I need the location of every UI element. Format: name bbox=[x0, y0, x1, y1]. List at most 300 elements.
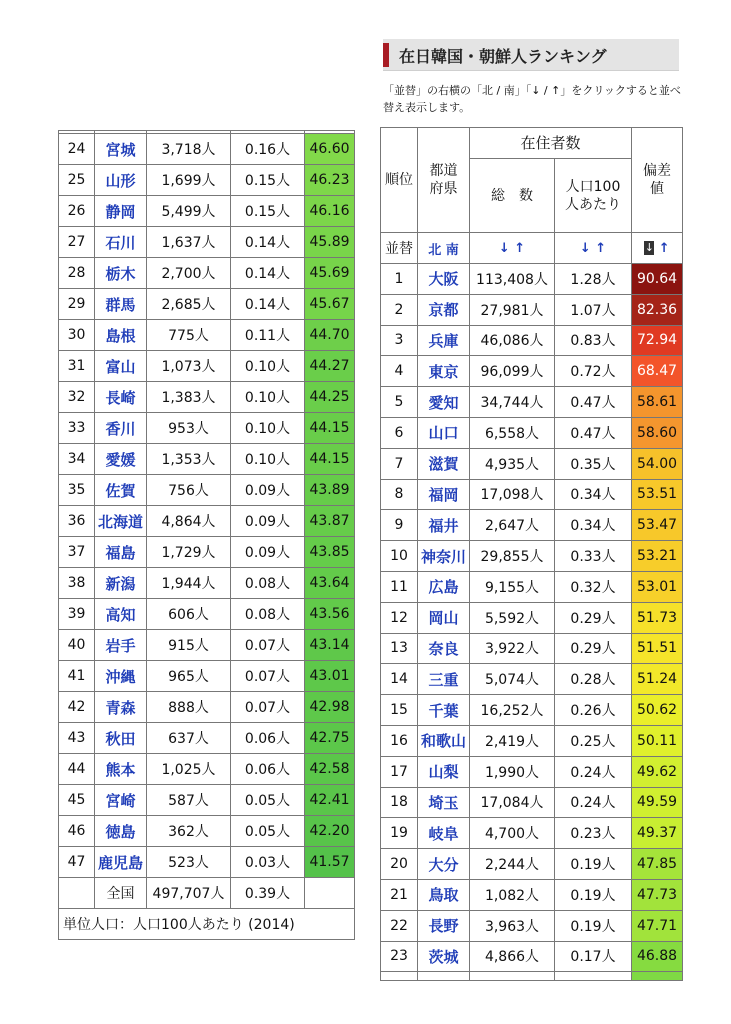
deviation-cell: 43.89 bbox=[305, 475, 355, 506]
table-row bbox=[59, 444, 355, 475]
total-cell: 1,944人 bbox=[147, 568, 231, 599]
per100-cell: 0.34人 bbox=[555, 479, 632, 510]
sort-total-cell bbox=[470, 233, 555, 264]
deviation-cell: 43.85 bbox=[305, 537, 355, 568]
total-cell: 34,744人 bbox=[470, 387, 555, 418]
sort-up-link[interactable]: ↑ bbox=[658, 241, 670, 256]
total-cell: 1,990人 bbox=[470, 756, 555, 787]
prefecture-link[interactable]: 香川 bbox=[95, 413, 147, 444]
prefecture-link[interactable]: 愛媛 bbox=[95, 444, 147, 475]
sort-label: 並替 bbox=[381, 233, 418, 264]
total-cell: 1,637人 bbox=[147, 227, 231, 258]
total-cell: 113,408人 bbox=[470, 264, 555, 295]
total-cell: 17,084人 bbox=[470, 787, 555, 818]
rank-cell: 42 bbox=[59, 692, 95, 723]
total-cell: 587人 bbox=[147, 785, 231, 816]
table-row bbox=[59, 475, 355, 506]
per100-cell: 0.47人 bbox=[555, 387, 632, 418]
table-row bbox=[381, 818, 683, 849]
table-row bbox=[59, 816, 355, 847]
prefecture-link[interactable]: 山形 bbox=[95, 165, 147, 196]
total-cell: 17,098人 bbox=[470, 479, 555, 510]
deviation-cell: 49.62 bbox=[632, 756, 683, 787]
rank-cell: 30 bbox=[59, 320, 95, 351]
sort-row bbox=[381, 233, 683, 264]
deviation-header: 偏差値 bbox=[632, 128, 683, 233]
table-row bbox=[59, 785, 355, 816]
per100-cell: 0.24人 bbox=[555, 756, 632, 787]
rank-cell: 37 bbox=[59, 537, 95, 568]
per100-cell: 0.25人 bbox=[555, 725, 632, 756]
prefecture-link[interactable]: 兵庫 bbox=[418, 325, 470, 356]
prefecture-link[interactable]: 大分 bbox=[418, 849, 470, 880]
rank-cell: 40 bbox=[59, 630, 95, 661]
deviation-cell: 49.37 bbox=[632, 818, 683, 849]
deviation-cell: 53.21 bbox=[632, 541, 683, 572]
deviation-cell: 82.36 bbox=[632, 294, 683, 325]
per100-cell: 0.09人 bbox=[231, 475, 305, 506]
per100-cell: 0.35人 bbox=[555, 448, 632, 479]
prefecture-link[interactable]: 茨城 bbox=[418, 941, 470, 972]
prefecture-link[interactable]: 群馬 bbox=[95, 289, 147, 320]
rank-cell: 31 bbox=[59, 351, 95, 382]
unit-note-row bbox=[59, 909, 355, 940]
table-row bbox=[381, 664, 683, 695]
per100-cell: 0.10人 bbox=[231, 382, 305, 413]
table-row bbox=[381, 941, 683, 972]
total-cell: 5,074人 bbox=[470, 664, 555, 695]
total-cell: 46,086人 bbox=[470, 325, 555, 356]
rank-cell: 41 bbox=[59, 661, 95, 692]
national-total-row bbox=[59, 878, 355, 909]
page-title: 在日韓国・朝鮮人ランキング bbox=[399, 47, 607, 66]
prefecture-link[interactable]: 沖縄 bbox=[95, 661, 147, 692]
rank-cell: 33 bbox=[59, 413, 95, 444]
deviation-cell: 53.01 bbox=[632, 571, 683, 602]
table-row bbox=[59, 599, 355, 630]
deviation-cell: 46.88 bbox=[632, 941, 683, 972]
prefecture-link[interactable]: 岡山 bbox=[418, 602, 470, 633]
prefecture-link[interactable]: 熊本 bbox=[95, 754, 147, 785]
rank-cell: 47 bbox=[59, 847, 95, 878]
prefecture-link[interactable]: 三重 bbox=[418, 664, 470, 695]
table-row bbox=[381, 294, 683, 325]
per100-cell: 0.10人 bbox=[231, 351, 305, 382]
deviation-cell: 43.87 bbox=[305, 506, 355, 537]
table-row bbox=[59, 351, 355, 382]
prefecture-link[interactable]: 福井 bbox=[418, 510, 470, 541]
title-accent-mark bbox=[383, 43, 389, 67]
total-cell: 4,700人 bbox=[470, 818, 555, 849]
table-row bbox=[381, 448, 683, 479]
total-cell: 1,082人 bbox=[470, 879, 555, 910]
rank-cell: 34 bbox=[59, 444, 95, 475]
per100-cell: 0.09人 bbox=[231, 537, 305, 568]
deviation-cell: 51.24 bbox=[632, 664, 683, 695]
per100-cell: 0.34人 bbox=[555, 510, 632, 541]
deviation-cell: 49.59 bbox=[632, 787, 683, 818]
sort-total-arrows[interactable]: ↓ ↑ bbox=[498, 241, 526, 256]
table-row bbox=[59, 506, 355, 537]
deviation-cell: 50.11 bbox=[632, 725, 683, 756]
table-row bbox=[59, 630, 355, 661]
table-row bbox=[381, 756, 683, 787]
deviation-cell: 44.15 bbox=[305, 444, 355, 475]
total-cell: 362人 bbox=[147, 816, 231, 847]
table-row bbox=[59, 134, 355, 165]
rank-cell: 10 bbox=[381, 541, 418, 572]
per100-cell: 0.15人 bbox=[231, 165, 305, 196]
total-cell: 2,419人 bbox=[470, 725, 555, 756]
prefecture-link[interactable]: 和歌山 bbox=[418, 725, 470, 756]
prefecture-link[interactable]: 東京 bbox=[418, 356, 470, 387]
prefecture-link[interactable]: 福岡 bbox=[418, 479, 470, 510]
table-row bbox=[381, 910, 683, 941]
total-cell: 965人 bbox=[147, 661, 231, 692]
table-row bbox=[381, 387, 683, 418]
table-row bbox=[381, 417, 683, 448]
residents-group-header: 在住者数 bbox=[470, 128, 632, 159]
total-cell: 1,383人 bbox=[147, 382, 231, 413]
total-cell: 4,864人 bbox=[147, 506, 231, 537]
deviation-cell: 46.60 bbox=[305, 134, 355, 165]
table-row bbox=[381, 695, 683, 726]
table-row bbox=[381, 479, 683, 510]
prefecture-link[interactable]: 石川 bbox=[95, 227, 147, 258]
deviation-cell: 72.94 bbox=[632, 325, 683, 356]
total-cell: 606人 bbox=[147, 599, 231, 630]
rank-cell: 16 bbox=[381, 725, 418, 756]
table-row bbox=[381, 541, 683, 572]
table-row bbox=[59, 227, 355, 258]
total-cell: 1,699人 bbox=[147, 165, 231, 196]
table-row bbox=[59, 196, 355, 227]
prefecture-link[interactable]: 秋田 bbox=[95, 723, 147, 754]
per100-cell: 0.28人 bbox=[555, 664, 632, 695]
table-row bbox=[59, 723, 355, 754]
table-row bbox=[381, 633, 683, 664]
per100-cell: 0.14人 bbox=[231, 258, 305, 289]
deviation-cell: 58.60 bbox=[632, 417, 683, 448]
total-cell: 16,252人 bbox=[470, 695, 555, 726]
sort-north-link[interactable]: 北 bbox=[428, 242, 442, 258]
deviation-cell: 47.73 bbox=[632, 879, 683, 910]
rank-cell: 25 bbox=[59, 165, 95, 196]
rank-cell: 23 bbox=[381, 941, 418, 972]
per100-cell: 0.08人 bbox=[231, 599, 305, 630]
total-cell: 1,729人 bbox=[147, 537, 231, 568]
deviation-cell: 46.16 bbox=[305, 196, 355, 227]
rank-cell: 29 bbox=[59, 289, 95, 320]
deviation-cell: 43.14 bbox=[305, 630, 355, 661]
prefecture-link[interactable]: 徳島 bbox=[95, 816, 147, 847]
rank-cell: 35 bbox=[59, 475, 95, 506]
per100-cell: 0.07人 bbox=[231, 661, 305, 692]
per100-cell: 0.05人 bbox=[231, 785, 305, 816]
deviation-cell: 90.64 bbox=[632, 264, 683, 295]
prefecture-link[interactable]: 新潟 bbox=[95, 568, 147, 599]
prefecture-link[interactable]: 京都 bbox=[418, 294, 470, 325]
ranking-table bbox=[380, 127, 683, 981]
total-cell: 29,855人 bbox=[470, 541, 555, 572]
rank-cell: 22 bbox=[381, 910, 418, 941]
total-cell: 888人 bbox=[147, 692, 231, 723]
per100-cell: 0.29人 bbox=[555, 602, 632, 633]
prefecture-link[interactable]: 青森 bbox=[95, 692, 147, 723]
rank-cell: 21 bbox=[381, 879, 418, 910]
total-cell: 9,155人 bbox=[470, 571, 555, 602]
rank-cell: 8 bbox=[381, 479, 418, 510]
rank-cell: 32 bbox=[59, 382, 95, 413]
prefecture-link[interactable]: 千葉 bbox=[418, 695, 470, 726]
prefecture-link[interactable]: 富山 bbox=[95, 351, 147, 382]
total-cell: 3,922人 bbox=[470, 633, 555, 664]
prefecture-link[interactable]: 神奈川 bbox=[418, 541, 470, 572]
prefecture-link[interactable]: 宮崎 bbox=[95, 785, 147, 816]
deviation-cell: 42.20 bbox=[305, 816, 355, 847]
prefecture-link[interactable]: 北海道 bbox=[95, 506, 147, 537]
table-row bbox=[381, 264, 683, 295]
total-cell: 4,935人 bbox=[470, 448, 555, 479]
prefecture-link[interactable]: 岐阜 bbox=[418, 818, 470, 849]
per100-cell: 0.19人 bbox=[555, 910, 632, 941]
total-cell: 5,499人 bbox=[147, 196, 231, 227]
table-row bbox=[59, 382, 355, 413]
per100-cell: 0.14人 bbox=[231, 289, 305, 320]
table-row bbox=[381, 602, 683, 633]
per100-cell: 0.26人 bbox=[555, 695, 632, 726]
total-cell: 2,685人 bbox=[147, 289, 231, 320]
rank-cell: 20 bbox=[381, 849, 418, 880]
prefecture-link[interactable]: 島根 bbox=[95, 320, 147, 351]
total-cell: 3,718人 bbox=[147, 134, 231, 165]
deviation-cell: 42.41 bbox=[305, 785, 355, 816]
table-row bbox=[381, 787, 683, 818]
rank-cell: 19 bbox=[381, 818, 418, 849]
per100-cell: 0.83人 bbox=[555, 325, 632, 356]
per100-cell: 0.14人 bbox=[231, 227, 305, 258]
per100-cell: 0.16人 bbox=[231, 134, 305, 165]
pref-header: 都道府県 bbox=[418, 128, 470, 233]
prefecture-link[interactable]: 愛知 bbox=[418, 387, 470, 418]
deviation-cell: 44.27 bbox=[305, 351, 355, 382]
prefecture-link[interactable]: 岩手 bbox=[95, 630, 147, 661]
sort-per100-arrows[interactable]: ↓ ↑ bbox=[579, 241, 607, 256]
rank-cell: 39 bbox=[59, 599, 95, 630]
total-cell: 2,244人 bbox=[470, 849, 555, 880]
prefecture-link[interactable]: 高知 bbox=[95, 599, 147, 630]
deviation-cell: 53.51 bbox=[632, 479, 683, 510]
table-row bbox=[381, 356, 683, 387]
sort-pref-cell bbox=[418, 233, 470, 264]
total-cell: 5,592人 bbox=[470, 602, 555, 633]
total-cell: 4,866人 bbox=[470, 941, 555, 972]
total-cell: 3,963人 bbox=[470, 910, 555, 941]
deviation-cell: 44.15 bbox=[305, 413, 355, 444]
rank-cell: 46 bbox=[59, 816, 95, 847]
prefecture-link[interactable]: 山口 bbox=[418, 417, 470, 448]
sort-per100-cell bbox=[555, 233, 632, 264]
rank-cell: 36 bbox=[59, 506, 95, 537]
unit-note: 単位人口：人口100人あたり (2014) bbox=[59, 909, 355, 940]
rank-cell: 11 bbox=[381, 571, 418, 602]
prefecture-link[interactable]: 山梨 bbox=[418, 756, 470, 787]
table-row bbox=[59, 661, 355, 692]
table-row bbox=[59, 537, 355, 568]
deviation-cell: 45.69 bbox=[305, 258, 355, 289]
deviation-cell: 42.98 bbox=[305, 692, 355, 723]
table-row bbox=[59, 692, 355, 723]
rank-cell: 24 bbox=[59, 134, 95, 165]
ranking-table-continued bbox=[58, 130, 355, 940]
table-row bbox=[381, 849, 683, 880]
rank-cell: 6 bbox=[381, 417, 418, 448]
deviation-cell: 46.23 bbox=[305, 165, 355, 196]
prefecture-link[interactable]: 静岡 bbox=[95, 196, 147, 227]
total-cell: 27,981人 bbox=[470, 294, 555, 325]
sort-south-link[interactable]: 南 bbox=[445, 242, 459, 258]
per100-cell: 0.10人 bbox=[231, 444, 305, 475]
rank-header: 順位 bbox=[381, 128, 418, 233]
rank-cell: 1 bbox=[381, 264, 418, 295]
deviation-cell: 68.47 bbox=[632, 356, 683, 387]
table-row bbox=[381, 510, 683, 541]
deviation-cell: 43.01 bbox=[305, 661, 355, 692]
per100-cell: 0.33人 bbox=[555, 541, 632, 572]
total-cell: 1,353人 bbox=[147, 444, 231, 475]
rank-cell: 4 bbox=[381, 356, 418, 387]
total-cell: 1,073人 bbox=[147, 351, 231, 382]
national-per100: 0.39人 bbox=[231, 878, 305, 909]
rank-cell: 15 bbox=[381, 695, 418, 726]
sort-instructions: 「並替」の右横の「北 / 南」「↓ / ↑」をクリックすると並べ替え表示します。 bbox=[383, 84, 681, 114]
sort-down-active-icon[interactable]: ↓ bbox=[644, 241, 654, 254]
per100-cell: 0.05人 bbox=[231, 816, 305, 847]
total-header: 総 数 bbox=[470, 159, 555, 233]
deviation-cell: 44.70 bbox=[305, 320, 355, 351]
total-cell: 96,099人 bbox=[470, 356, 555, 387]
deviation-cell: 51.73 bbox=[632, 602, 683, 633]
deviation-cell: 43.56 bbox=[305, 599, 355, 630]
prefecture-link[interactable]: 鹿児島 bbox=[95, 847, 147, 878]
per100-cell: 0.11人 bbox=[231, 320, 305, 351]
header-row-1 bbox=[381, 128, 683, 159]
per100-cell: 0.03人 bbox=[231, 847, 305, 878]
total-cell: 915人 bbox=[147, 630, 231, 661]
per100-cell: 0.06人 bbox=[231, 723, 305, 754]
table-tail-row bbox=[381, 972, 683, 981]
rank-cell: 18 bbox=[381, 787, 418, 818]
table-row bbox=[381, 325, 683, 356]
per100-cell: 1.28人 bbox=[555, 264, 632, 295]
prefecture-link[interactable]: 奈良 bbox=[418, 633, 470, 664]
total-cell: 775人 bbox=[147, 320, 231, 351]
per100-cell: 0.07人 bbox=[231, 630, 305, 661]
deviation-cell: 44.25 bbox=[305, 382, 355, 413]
total-cell: 756人 bbox=[147, 475, 231, 506]
per100-cell: 0.19人 bbox=[555, 849, 632, 880]
prefecture-link[interactable]: 広島 bbox=[418, 571, 470, 602]
rank-cell: 12 bbox=[381, 602, 418, 633]
total-cell: 2,647人 bbox=[470, 510, 555, 541]
table-row bbox=[59, 413, 355, 444]
prefecture-link[interactable]: 大阪 bbox=[418, 264, 470, 295]
per100-cell: 0.47人 bbox=[555, 417, 632, 448]
per100-cell: 0.08人 bbox=[231, 568, 305, 599]
table-row bbox=[59, 289, 355, 320]
prefecture-link[interactable]: 栃木 bbox=[95, 258, 147, 289]
deviation-cell: 51.51 bbox=[632, 633, 683, 664]
per100-cell: 0.19人 bbox=[555, 879, 632, 910]
deviation-cell: 47.85 bbox=[632, 849, 683, 880]
rank-cell: 43 bbox=[59, 723, 95, 754]
prefecture-link[interactable]: 佐賀 bbox=[95, 475, 147, 506]
deviation-cell: 47.71 bbox=[632, 910, 683, 941]
sort-deviation-cell bbox=[632, 233, 683, 264]
prefecture-link[interactable]: 長崎 bbox=[95, 382, 147, 413]
prefecture-link[interactable]: 長野 bbox=[418, 910, 470, 941]
per100-cell: 0.24人 bbox=[555, 787, 632, 818]
total-cell: 2,700人 bbox=[147, 258, 231, 289]
deviation-cell: 50.62 bbox=[632, 695, 683, 726]
per100-cell: 0.10人 bbox=[231, 413, 305, 444]
table-row bbox=[59, 754, 355, 785]
per100-cell: 0.23人 bbox=[555, 818, 632, 849]
table-row bbox=[59, 568, 355, 599]
prefecture-link[interactable]: 埼玉 bbox=[418, 787, 470, 818]
rank-cell: 27 bbox=[59, 227, 95, 258]
rank-cell: 5 bbox=[381, 387, 418, 418]
table-row bbox=[381, 879, 683, 910]
prefecture-link[interactable]: 鳥取 bbox=[418, 879, 470, 910]
prefecture-link[interactable]: 宮城 bbox=[95, 134, 147, 165]
table-row bbox=[381, 725, 683, 756]
national-label: 全国 bbox=[95, 878, 147, 909]
table-row bbox=[59, 258, 355, 289]
per100-cell: 0.29人 bbox=[555, 633, 632, 664]
rank-cell: 28 bbox=[59, 258, 95, 289]
deviation-cell: 53.47 bbox=[632, 510, 683, 541]
deviation-cell: 58.61 bbox=[632, 387, 683, 418]
rank-cell: 7 bbox=[381, 448, 418, 479]
rank-cell: 26 bbox=[59, 196, 95, 227]
deviation-cell: 54.00 bbox=[632, 448, 683, 479]
per100-cell: 0.15人 bbox=[231, 196, 305, 227]
rank-cell: 45 bbox=[59, 785, 95, 816]
table-row bbox=[59, 847, 355, 878]
total-cell: 1,025人 bbox=[147, 754, 231, 785]
deviation-cell: 42.75 bbox=[305, 723, 355, 754]
table-row bbox=[381, 571, 683, 602]
deviation-cell: 42.58 bbox=[305, 754, 355, 785]
prefecture-link[interactable]: 滋賀 bbox=[418, 448, 470, 479]
rank-cell: 13 bbox=[381, 633, 418, 664]
prefecture-link[interactable]: 福島 bbox=[95, 537, 147, 568]
per100-cell: 0.06人 bbox=[231, 754, 305, 785]
rank-cell: 14 bbox=[381, 664, 418, 695]
total-cell: 953人 bbox=[147, 413, 231, 444]
deviation-cell: 43.64 bbox=[305, 568, 355, 599]
ranking-title-bar bbox=[383, 39, 679, 71]
per100-cell: 0.17人 bbox=[555, 941, 632, 972]
per100-cell: 0.09人 bbox=[231, 506, 305, 537]
table-row bbox=[59, 320, 355, 351]
per100-cell: 0.32人 bbox=[555, 571, 632, 602]
per100-cell: 0.72人 bbox=[555, 356, 632, 387]
per100-header: 人口100人あたり bbox=[555, 159, 632, 233]
rank-cell: 9 bbox=[381, 510, 418, 541]
rank-cell: 3 bbox=[381, 325, 418, 356]
